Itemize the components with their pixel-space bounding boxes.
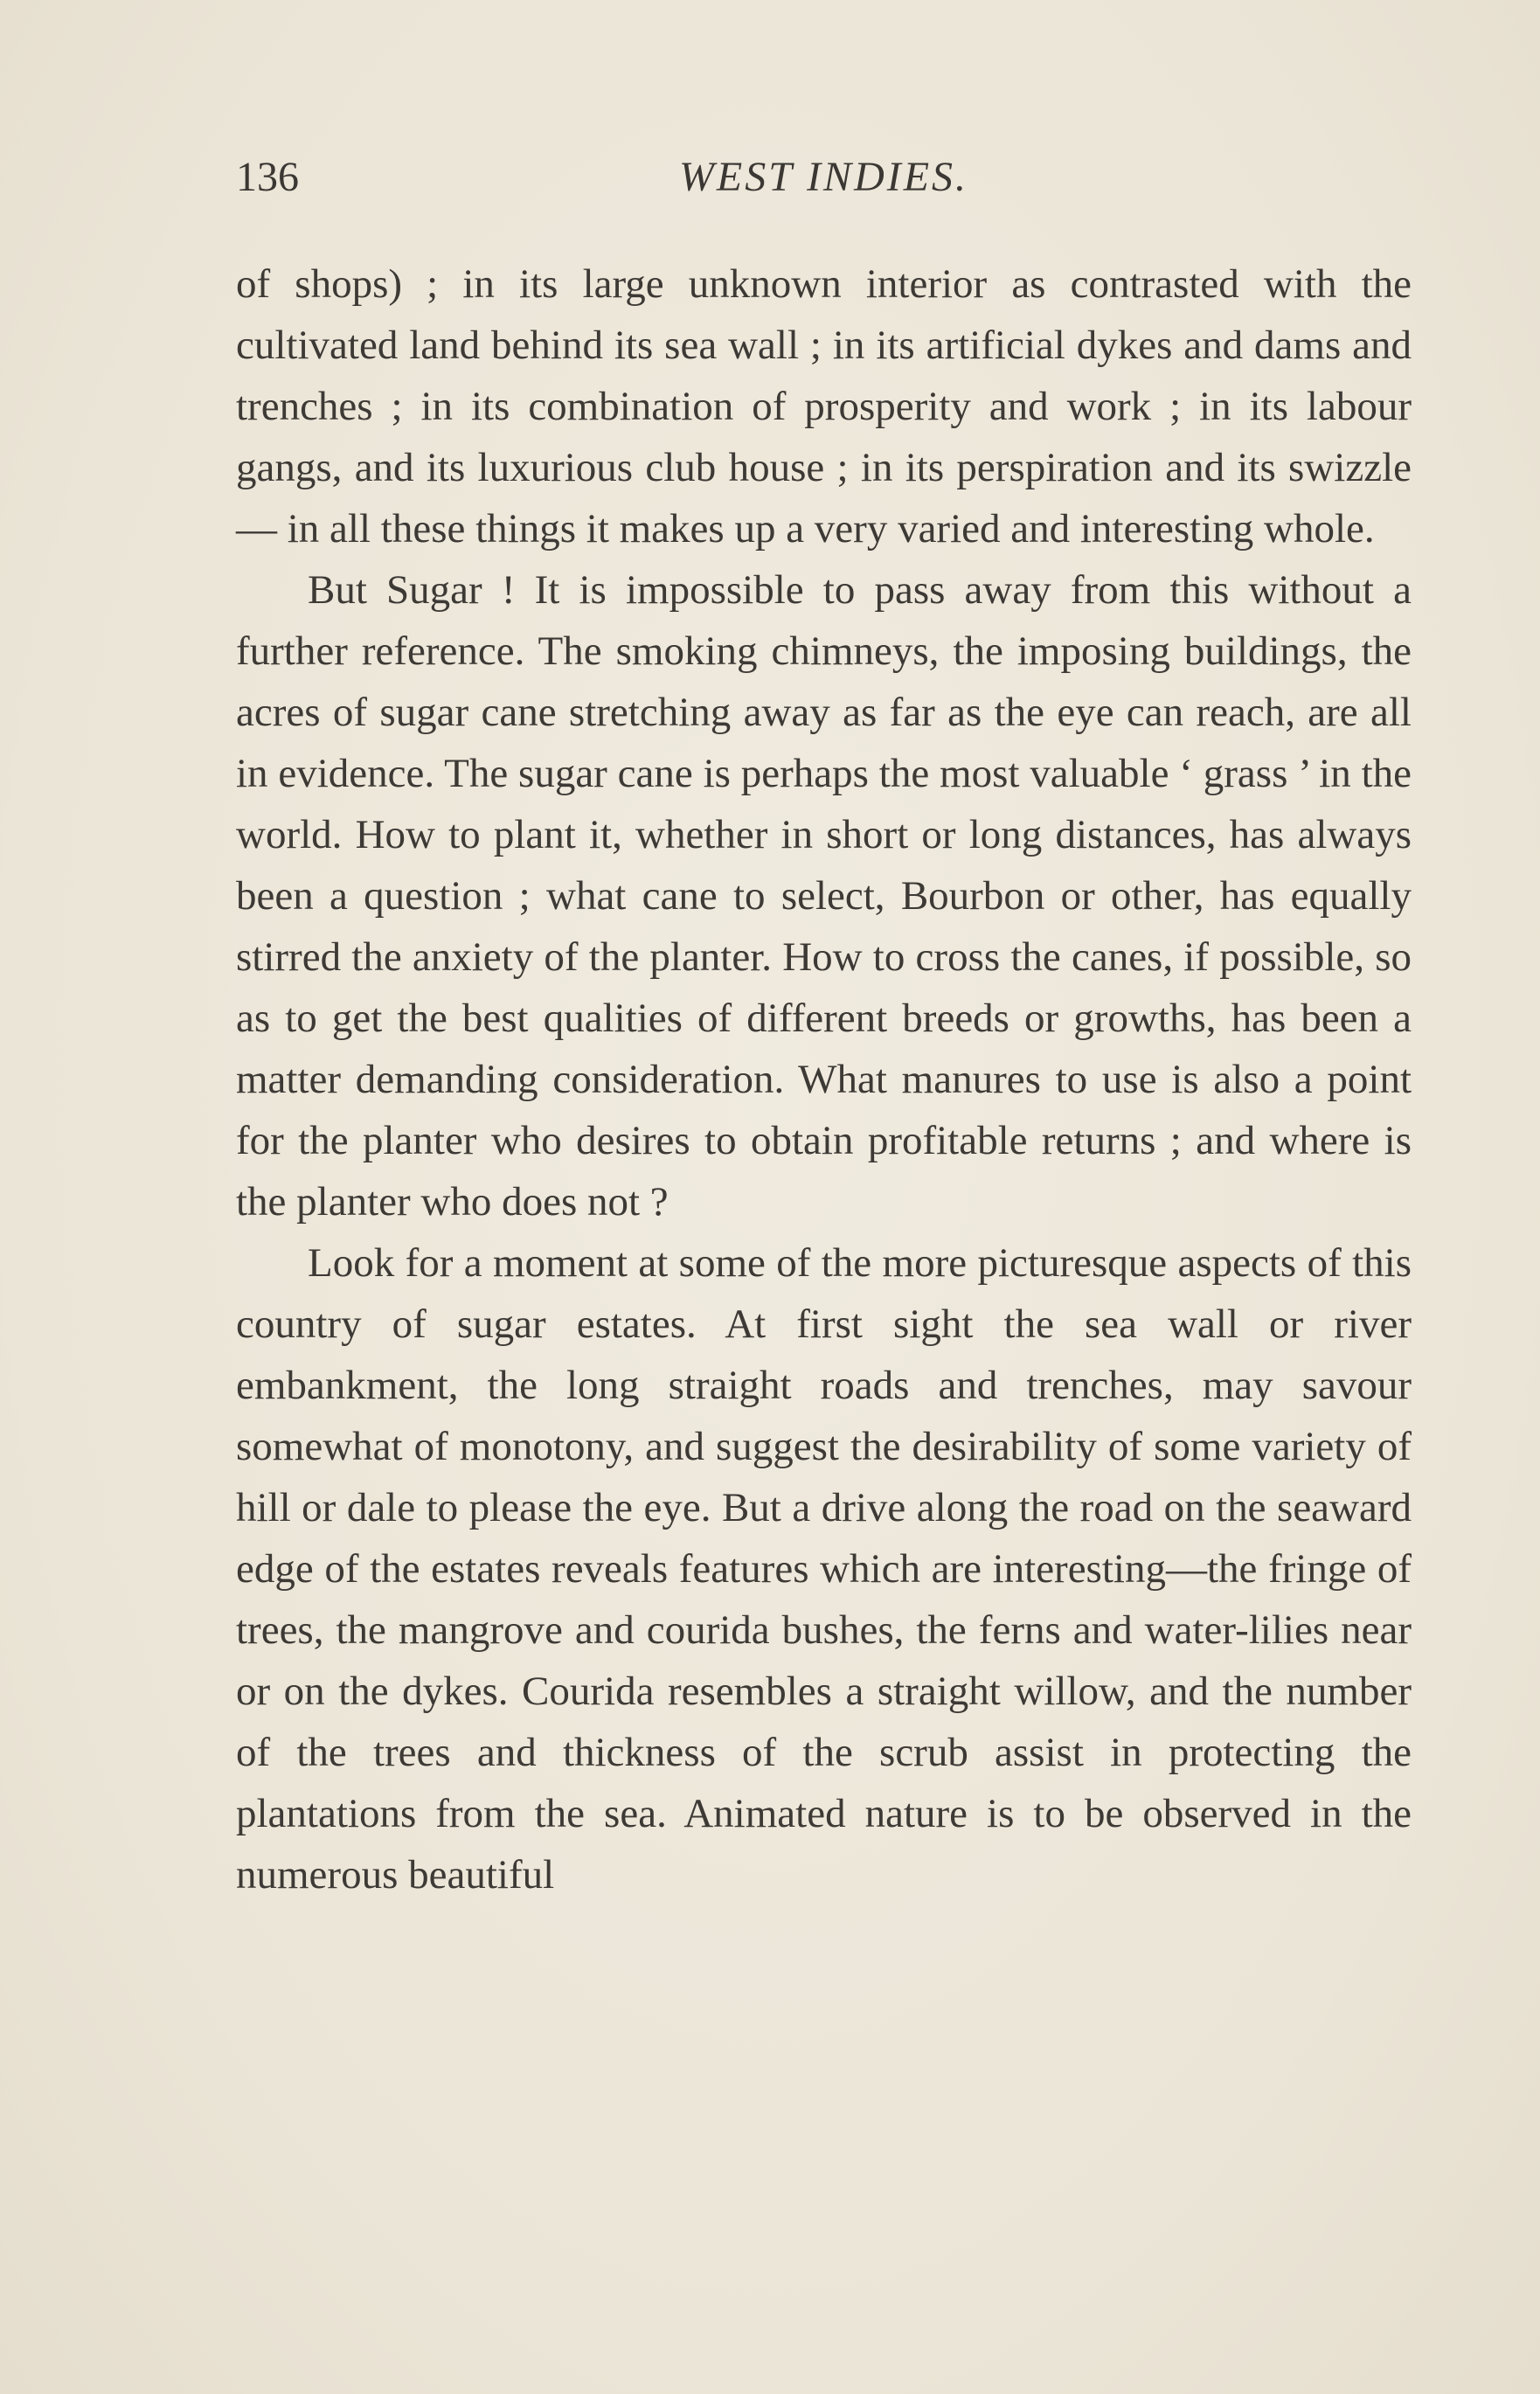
paragraph-sugar: But Sugar ! It is impossible to pass away from this without a further reference. The smoking chimneys, the imposing buildings, the acres of sugar cane stretching away as far as the eye can reach, are all in evidence. The sugar cane is perhaps the most valuable ‘ grass ’ in the world. How to plant it, whether in short or long distances, has always been a question ; what cane to select, Bourbon or other, has equally stirred the anxiety of the planter. How to cross the canes, if possible, so as to get the best qualities of different breeds or growths, has been a matter demanding consideration. What manures to use is also a point for the planter who desires to obtain profitable returns ; and where is the planter who does not ? [236,567,1412,1225]
body-text [236,253,1412,1905]
paragraph-picturesque: Look for a moment at some of the more picturesque aspects of this country of sugar estates. At first sight the sea wall or river embankment, the long straight roads and trenches, may savour somewhat of monotony, and suggest the desirability of some variety of hill or dale to please the eye. But a drive along the road on the seaward edge of the estates reveals features which are interesting—the fringe of trees, the mangrove and courida bushes, the ferns and water-lilies near or on the dykes. Courida resembles a straight willow, and the number of the trees and thickness of the scrub assist in protecting the plantations from the sea. Animated nature is to be observed in the numerous beautiful [236,1240,1412,1898]
page-number: 136 [236,154,299,200]
running-head: WEST INDIES. [678,154,969,200]
paragraph-continued: of shops) ; in its large unknown interior as contrasted with the cultivated land behind its sea wall ; in its artificial dykes and dams and trenches ; in its combination of prosperity and work ; in its labour gangs, and its luxurious club house ; in its perspiration and its swizzle— in all these things it makes up a very varied and interesting whole. [236,261,1412,552]
page-header [236,147,1412,208]
